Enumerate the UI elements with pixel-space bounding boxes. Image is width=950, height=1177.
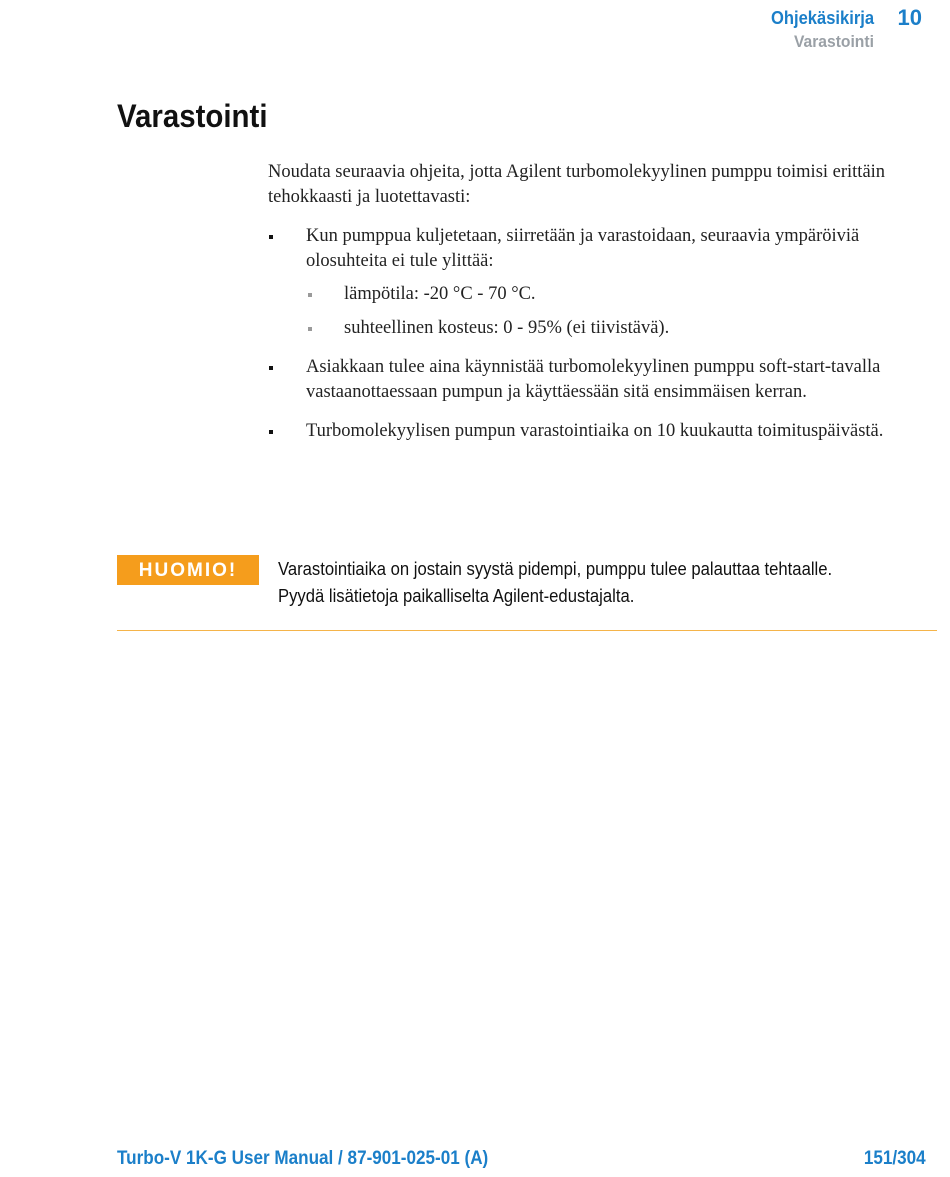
sub-bullet-text: suhteellinen kosteus: 0 - 95% (ei tiivistävä). xyxy=(344,318,670,338)
list-item xyxy=(268,419,928,444)
sub-list-item xyxy=(306,316,928,341)
page-title: Varastointi xyxy=(117,98,268,134)
note-divider xyxy=(117,630,937,631)
footer-manual-title: Turbo-V 1K-G User Manual / 87-901-025-01 (A) xyxy=(117,1148,489,1169)
body-content xyxy=(268,160,928,458)
sub-bullet-list xyxy=(306,282,928,341)
header-title: Ohjekäsikirja xyxy=(770,8,874,28)
bullet-text: Asiakkaan tulee aina käynnistää turbomolekyylinen pumppu soft-start-tavalla vastaanottaessaan pumpun ja käyttäessään sitä ensimmäisen kerran. xyxy=(306,357,881,402)
bullet-text: Kun pumppua kuljetetaan, siirretään ja varastoidaan, seuraavia ympäröiviä olosuhteita ei tule ylittää: xyxy=(306,226,860,271)
bullet-text: Turbomolekyylisen pumpun varastointiaika on 10 kuukautta toimituspäivästä. xyxy=(306,421,884,441)
chapter-number: 10 xyxy=(897,5,922,30)
footer-page-number: 151/304 xyxy=(864,1148,926,1169)
note-text xyxy=(278,555,938,609)
sub-bullet-text: lämpötila: -20 °C - 70 °C. xyxy=(344,284,536,304)
note-line: Varastointiaika on jostain syystä pidempi, pumppu tulee palauttaa tehtaalle. xyxy=(278,558,833,579)
sub-list-item xyxy=(306,282,928,307)
note-badge: HUOMIO! xyxy=(117,555,259,585)
note-line: Pyydä lisätietoja paikalliselta Agilent-edustajalta. xyxy=(278,585,635,606)
bullet-list xyxy=(268,224,928,444)
list-item xyxy=(268,355,928,405)
header-subtitle: Varastointi xyxy=(794,32,874,51)
list-item xyxy=(268,224,928,341)
intro-paragraph: Noudata seuraavia ohjeita, jotta Agilent turbomolekyylinen pumppu toimisi erittäin tehokkaasti ja luotettavasti: xyxy=(268,162,886,207)
